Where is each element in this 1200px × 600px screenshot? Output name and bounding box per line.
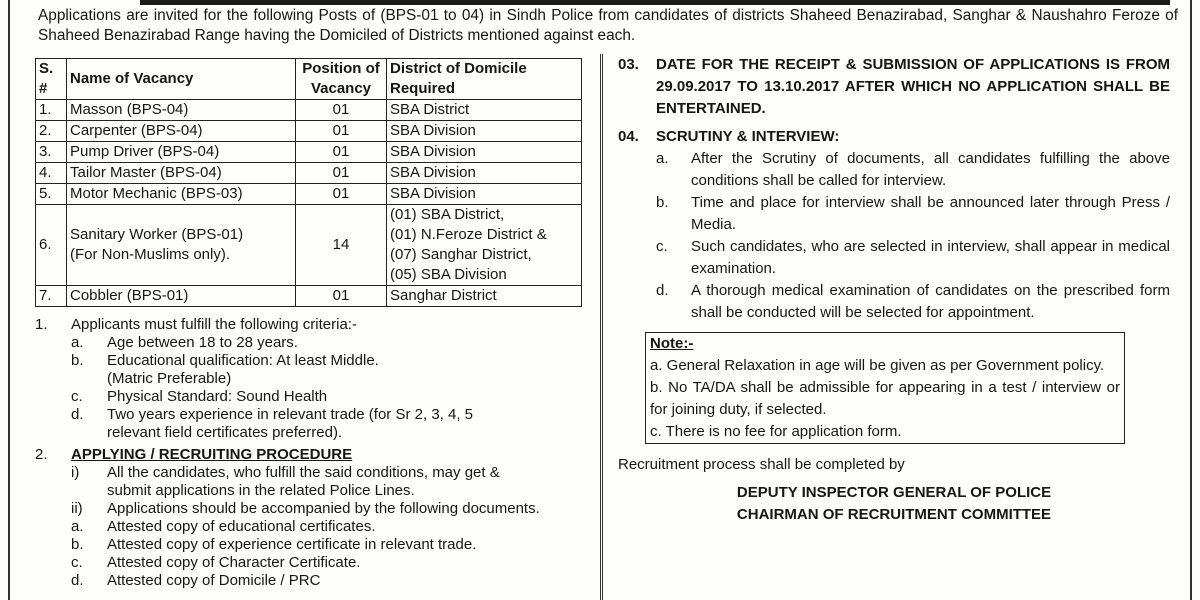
item-letter: c. bbox=[71, 554, 83, 571]
item-text: Attested copy of experience certificate in relevant trade. bbox=[107, 536, 477, 553]
cell-district-line: (07) Sanghar District, bbox=[390, 246, 532, 263]
authority-title: DEPUTY INSPECTOR GENERAL OF POLICE bbox=[736, 484, 1052, 501]
closing-line: Recruitment process shall be completed by bbox=[618, 456, 905, 473]
item-letter: b. bbox=[71, 536, 84, 553]
section-number: 04. bbox=[618, 128, 639, 145]
note-title: Note:- bbox=[650, 335, 694, 352]
criteria-item bbox=[35, 388, 590, 406]
item-letter: a. bbox=[656, 150, 669, 167]
cell-position: 01 bbox=[296, 184, 387, 205]
note-item: c. There is no fee for application form. bbox=[650, 423, 902, 440]
cell-district-line: (05) SBA Division bbox=[390, 266, 507, 283]
cell-name: Tailor Master (BPS-04) bbox=[67, 163, 296, 184]
item-text: Applications should be accompanied by the following documents. bbox=[107, 500, 540, 517]
cell-position: 01 bbox=[296, 163, 387, 184]
item-text: Such candidates, who are selected in interview, shall appear in medical examination. bbox=[691, 238, 1170, 277]
cell-position: 01 bbox=[296, 286, 387, 307]
item-letter: c. bbox=[71, 388, 83, 405]
item-text: Physical Standard: Sound Health bbox=[107, 388, 328, 405]
scrutiny-heading bbox=[618, 126, 1170, 148]
item-text: Two years experience in relevant trade (for Sr 2, 3, 4, 5 bbox=[107, 406, 474, 423]
document-item bbox=[35, 572, 590, 590]
cell-district: SBA Division bbox=[387, 121, 582, 142]
item-text: All the candidates, who fulfill the said conditions, may get & bbox=[107, 464, 500, 481]
cell-name-line: (For Non-Muslims only). bbox=[70, 246, 231, 263]
table-row bbox=[36, 184, 582, 205]
item-text: Time and place for interview shall be announced later through Press / Media. bbox=[691, 194, 1170, 233]
item-text: Attested copy of educational certificates. bbox=[107, 518, 376, 535]
cell-name: Carpenter (BPS-04) bbox=[67, 121, 296, 142]
cell-name: Pump Driver (BPS-04) bbox=[67, 142, 296, 163]
cell-sno: 4. bbox=[36, 163, 67, 184]
item-label: ii) bbox=[71, 500, 83, 517]
cell-position: 14 bbox=[296, 205, 387, 286]
cell-name-line: Sanitary Worker (BPS-01) bbox=[70, 226, 244, 243]
criteria-heading bbox=[35, 316, 590, 334]
date-section-text: DATE FOR THE RECEIPT & SUBMISSION OF APPLICATIONS IS FROM 29.09.2017 TO 13.10.2017 AFTER WHICH NO APPLICATION SHALL BE ENTERTAINED. bbox=[656, 56, 1170, 117]
date-section bbox=[618, 54, 1170, 120]
cell-position: 01 bbox=[296, 100, 387, 121]
table-row bbox=[36, 286, 582, 307]
cell-district: Sanghar District bbox=[387, 286, 582, 307]
left-column-text bbox=[35, 316, 590, 590]
item-label: i) bbox=[71, 464, 80, 481]
cell-name: Motor Mechanic (BPS-03) bbox=[67, 184, 296, 205]
section-number: 03. bbox=[618, 56, 639, 73]
section-number: 2. bbox=[35, 446, 48, 463]
item-continuation: submit applications in the related Police Lines. bbox=[107, 482, 415, 499]
header-position: Position of Vacancy bbox=[296, 59, 387, 100]
item-letter: b. bbox=[656, 194, 669, 211]
table-row bbox=[36, 121, 582, 142]
header-bar bbox=[140, 0, 1170, 5]
procedure-heading-text: APPLYING / RECRUITING PROCEDURE bbox=[71, 446, 353, 463]
column-divider bbox=[600, 54, 603, 600]
item-letter: c. bbox=[656, 238, 668, 255]
table-row bbox=[36, 205, 582, 286]
cell-name bbox=[67, 205, 296, 286]
procedure-heading bbox=[35, 446, 590, 464]
cell-sno: 1. bbox=[36, 100, 67, 121]
cell-sno: 5. bbox=[36, 184, 67, 205]
document-item bbox=[35, 518, 590, 536]
scrutiny-item bbox=[618, 148, 1170, 192]
cell-sno: 2. bbox=[36, 121, 67, 142]
intro-paragraph: Applications are invited for the following Posts of (BPS-01 to 04) in Sindh Police from candidates of districts Shaheed Benazirabad, Sanghar & Naushahro Feroze of Shaheed Benazirabad Range having the Domiciled of Districts mentioned against each. bbox=[38, 7, 1178, 44]
note-item: a. General Relaxation in age will be given as per Government policy. bbox=[650, 357, 1105, 374]
criteria-heading-text: Applicants must fulfill the following criteria:- bbox=[71, 316, 357, 333]
section-number: 1. bbox=[35, 316, 48, 333]
cell-position: 01 bbox=[296, 121, 387, 142]
item-continuation: (Matric Preferable) bbox=[107, 370, 232, 387]
scrutiny-heading-text: SCRUTINY & INTERVIEW: bbox=[656, 128, 840, 145]
item-text: Educational qualification: At least Middle. bbox=[107, 352, 379, 369]
cell-district: SBA Division bbox=[387, 163, 582, 184]
cell-district: SBA Division bbox=[387, 142, 582, 163]
cell-sno: 3. bbox=[36, 142, 67, 163]
item-text: Attested copy of Character Certificate. bbox=[107, 554, 361, 571]
header-name: Name of Vacancy bbox=[67, 59, 296, 100]
note-item: b. No TA/DA shall be admissible for appearing in a test / interview or for joining duty, if selected. bbox=[650, 379, 1120, 418]
item-text: Age between 18 to 28 years. bbox=[107, 334, 298, 351]
cell-district bbox=[387, 205, 582, 286]
cell-name: Masson (BPS-04) bbox=[67, 100, 296, 121]
cell-sno: 6. bbox=[36, 205, 67, 286]
cell-sno: 7. bbox=[36, 286, 67, 307]
item-letter: d. bbox=[656, 282, 669, 299]
item-letter: a. bbox=[71, 518, 84, 535]
cell-district: SBA District bbox=[387, 100, 582, 121]
table-row bbox=[36, 100, 582, 121]
vacancy-table bbox=[35, 58, 582, 307]
criteria-item bbox=[35, 352, 590, 370]
item-letter: b. bbox=[71, 352, 84, 369]
note-box bbox=[645, 332, 1125, 444]
procedure-item bbox=[35, 464, 590, 482]
criteria-item bbox=[35, 406, 590, 424]
item-text: After the Scrutiny of documents, all candidates fulfilling the above conditions shall be called for interview. bbox=[691, 150, 1170, 189]
table-row bbox=[36, 163, 582, 184]
item-text: Attested copy of Domicile / PRC bbox=[107, 572, 321, 589]
cell-district-line: (01) SBA District, bbox=[390, 206, 505, 223]
item-letter: a. bbox=[71, 334, 84, 351]
left-border bbox=[8, 0, 10, 600]
item-text: A thorough medical examination of candidates on the prescribed form shall be conducted will be selected for appointment. bbox=[691, 282, 1170, 321]
cell-name: Cobbler (BPS-01) bbox=[67, 286, 296, 307]
criteria-item bbox=[35, 334, 590, 352]
cell-position: 01 bbox=[296, 142, 387, 163]
cell-district: SBA Division bbox=[387, 184, 582, 205]
scrutiny-item bbox=[618, 280, 1170, 324]
header-district: District of Domicile Required bbox=[387, 59, 582, 100]
procedure-item bbox=[35, 500, 590, 518]
authority-subtitle: CHAIRMAN OF RECRUITMENT COMMITTEE bbox=[736, 506, 1052, 523]
document-item bbox=[35, 554, 590, 572]
table-row bbox=[36, 142, 582, 163]
item-continuation: relevant field certificates preferred). bbox=[107, 424, 343, 441]
scrutiny-item bbox=[618, 236, 1170, 280]
item-letter: d. bbox=[71, 406, 84, 423]
header-sno: S. # bbox=[36, 59, 67, 100]
right-border bbox=[1190, 0, 1192, 600]
item-letter: d. bbox=[71, 572, 84, 589]
scrutiny-item bbox=[618, 192, 1170, 236]
right-column-text bbox=[618, 54, 1170, 526]
cell-district-line: (01) N.Feroze District & bbox=[390, 226, 547, 243]
document-item bbox=[35, 536, 590, 554]
table-header-row bbox=[36, 59, 582, 100]
